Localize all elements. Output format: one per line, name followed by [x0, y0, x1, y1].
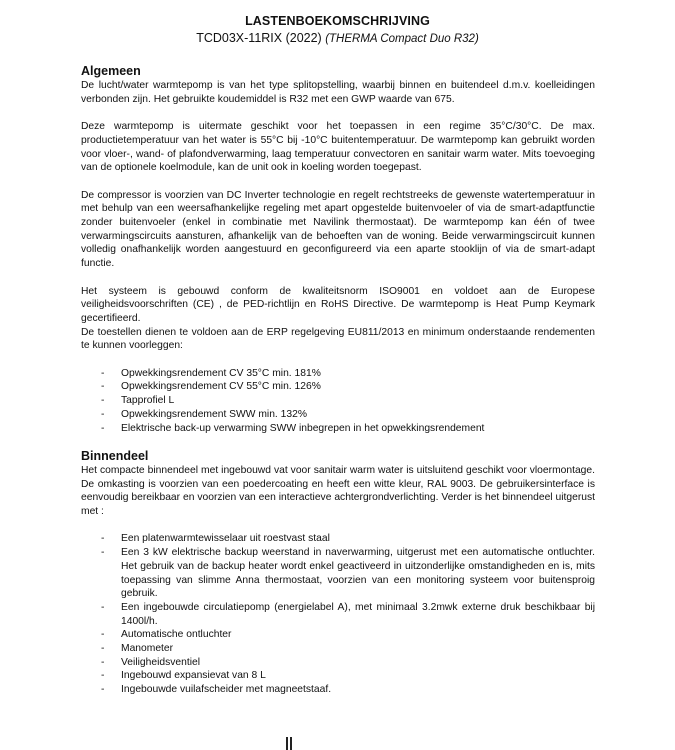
- list-item: - Manometer: [101, 643, 174, 655]
- list-item: - Ingebouwd expansievat van 8 L: [101, 670, 266, 682]
- document-subtitle: [0, 31, 675, 45]
- section-heading-binnendeel: Binnendeel: [81, 448, 149, 463]
- list-item: - Opwekkingsrendement CV 35°C min. 181%: [101, 367, 321, 379]
- dash-bullet: -: [101, 656, 105, 668]
- dash-bullet: -: [101, 395, 105, 407]
- list-item: - Automatische ontluchter: [101, 629, 232, 641]
- dash-bullet: -: [101, 547, 105, 559]
- dash-bullet: -: [101, 643, 105, 655]
- section-heading-algemeen: Algemeen: [81, 64, 141, 78]
- dash-bullet: -: [101, 684, 105, 696]
- document-body: [81, 64, 595, 697]
- paragraph: Het compacte binnendeel met ingebouwd vat voor sanitair warm water is uitsluitend geschikt voor vloermontage. De omkasting is voorzien van een poedercoating en heeft een witte kleur, RAL 9003. De gebruikersinterface is eenvoudig bereikbaar en voorzien van een interactieve achtergrondverlichting. Verder is het binnendeel uitgerust met :: [81, 464, 595, 518]
- dash-bullet: -: [101, 533, 105, 545]
- list-item: - Een 3 kW elektrische backup weerstand in naverwarming, uitgerust met een automatische ontluchter. Het gebruik van de backup heater wordt enkel geactiveerd in uitzonderlijke omstandigheden en is, mits toepassing van slimme Anna thermostaat, voorzien van een monitoring systeem voor buitensproig gebruik.: [101, 547, 595, 600]
- dash-bullet: -: [101, 422, 105, 434]
- product-model: (THERMA Compact Duo R32): [325, 33, 479, 45]
- list-item: - Tapprofiel L: [101, 395, 175, 407]
- features-list: [81, 532, 595, 696]
- paragraph: De compressor is voorzien van DC Inverter technologie en regelt rechtstreeks de gewenste watertemperatuur in met behulp van een weersafhankelijke regeling met apart opgestelde buitenvoeler of via de smart-adaptfunctie zonder buitenvoeler (enkel in combinatie met Navilink thermostaat). De warmtepomp kan één of twee verwarmingscircuits aansturen, afhankelijk van de behoeften van de woning. Beide verwarmingscircuit kunnen volledig onafhankelijk worden aangestuurd en geconfigureerd via een aparte stooklijn of via de smart-adapt functie.: [81, 189, 595, 270]
- dash-bullet: -: [101, 408, 105, 420]
- paragraph: De lucht/water warmtepomp is van het type splitopstelling, waarbij binnen en buitendeel d.m.v. koelleidingen verbonden zijn. Het gebruikte koudemiddel is R32 met een GWP waarde van 675.: [81, 80, 595, 105]
- list-item: - Ingebouwde vuilafscheider met magneetstaaf.: [101, 684, 332, 696]
- list-item: - Opwekkingsrendement CV 55°C min. 126%: [101, 381, 321, 393]
- dash-bullet: -: [101, 629, 105, 641]
- paragraph: Het systeem is gebouwd conform de kwaliteitsnorm ISO9001 en voldoet aan de Europese veiligheidsvoorschriften (CE) , de PED-richtlijn en RoHS Directive. De warmtepomp is Heat Pump Keymark gecertifieerd.: [81, 285, 595, 324]
- product-code: TCD03X-11RIX (2022): [196, 31, 326, 45]
- dash-bullet: -: [101, 367, 105, 379]
- dash-bullet: -: [101, 670, 105, 682]
- paragraph: De toestellen dienen te voldoen aan de ERP regelgeving EU811/2013 en minimum onderstaande rendementen te kunnen voorleggen:: [81, 326, 595, 352]
- paragraph: Deze warmtepomp is uitermate geschikt voor het toepassen in een regime 35°C/30°C. De max. productietemperatuur van het water is 55°C bij -10°C buitentemperatuur. De warmtepomp kan gebruikt worden voor vloer-, wand- of plafondverwarming, laag temperatuur convectoren en sanitair warm water. Mits toevoeging van de optionele koelmodule, kan de unit ook in koeling worden toegepast.: [81, 121, 595, 174]
- list-item: - Veiligheidsventiel: [101, 656, 200, 668]
- document-title: LASTENBOEKOMSCHRIJVING: [245, 14, 430, 28]
- dash-bullet: -: [101, 601, 105, 613]
- list-item: - Elektrische back-up verwarming SWW inbegrepen in het opwekkingsrendement: [101, 422, 485, 434]
- list-item: - Een ingebouwde circulatiepomp (energielabel A), met minimaal 3.2mwk externe druk beschikbaar bij 1400l/h.: [101, 601, 595, 627]
- list-item: - Opwekkingsrendement SWW min. 132%: [101, 408, 307, 420]
- footer-logo-fragment-icon: [286, 737, 292, 750]
- list-item: - Een platenwarmtewisselaar uit roestvast staal: [101, 533, 330, 545]
- efficiency-list: [81, 367, 595, 436]
- dash-bullet: -: [101, 381, 105, 393]
